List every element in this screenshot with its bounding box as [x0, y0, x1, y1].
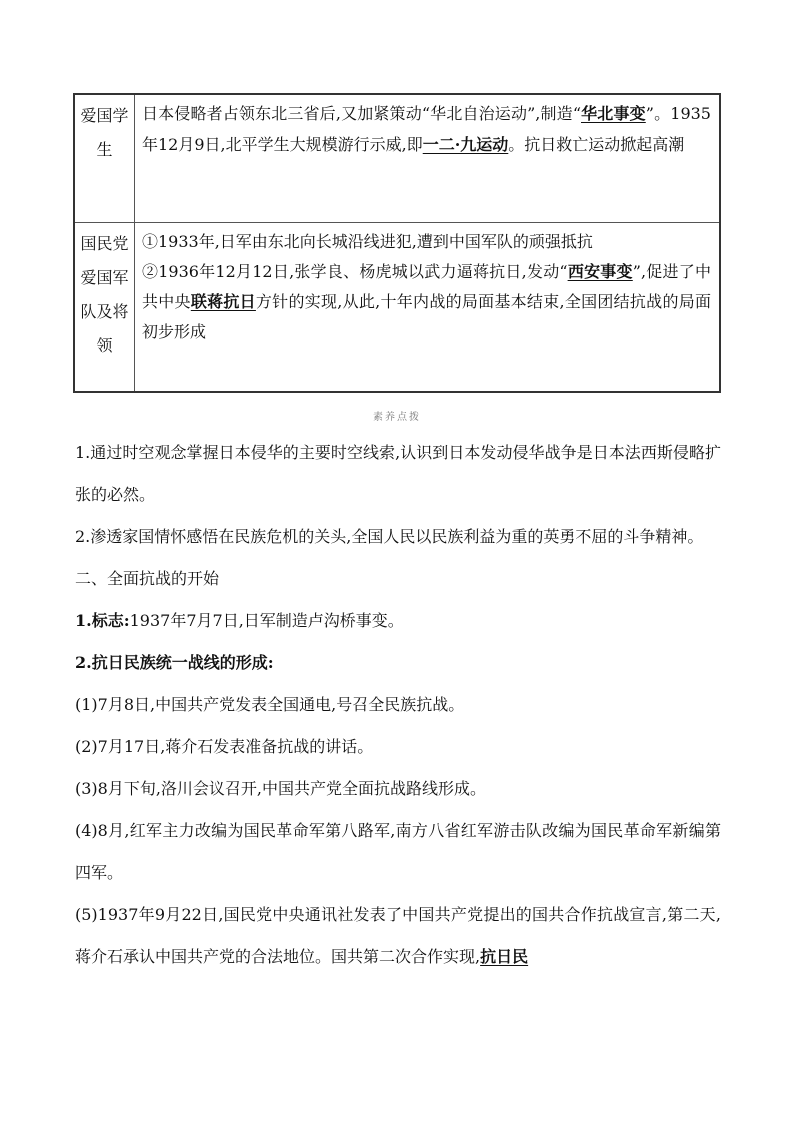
- text-segment: 方针的实现,从此,十年内战的局面基本结束,全国团结抗战的局面初步形成: [142, 292, 711, 341]
- main-text: [75, 432, 721, 978]
- history-table: [73, 93, 721, 393]
- table-row: [74, 223, 720, 393]
- paragraph: [75, 684, 721, 726]
- paragraph: [75, 432, 721, 516]
- row-label: 爱国学生: [74, 94, 135, 223]
- key-term: 联蒋抗日: [190, 292, 256, 311]
- section-heading: [75, 558, 721, 600]
- text-segment: ”。1935年12月9日,北平学生大规模游行示威,即: [142, 104, 711, 154]
- bold-label: 1.标志:: [75, 611, 130, 630]
- text-segment: 1.通过时空观念掌握日本侵华的主要时空线索,认识到日本发动侵华战争是日本法西斯侵略扩张的必然。: [75, 443, 721, 504]
- bold-label: 2.抗日民族统一战线的形成:: [75, 653, 274, 672]
- row-label: 国民党爱国军队及将领: [74, 223, 135, 393]
- key-term: 西安事变: [567, 262, 633, 281]
- paragraph: [75, 642, 721, 684]
- text-segment: 1937年7月7日,日军制造卢沟桥事变。: [129, 611, 404, 630]
- paragraph: [75, 726, 721, 768]
- tip-label: 素养点拨: [373, 412, 421, 423]
- text-segment: (3)8月下旬,洛川会议召开,中国共产党全面抗战路线形成。: [75, 779, 487, 798]
- table-row: [74, 94, 720, 223]
- text-segment: (5)1937年9月22日,国民党中央通讯社发表了中国共产党提出的国共合作抗战宣言,第二天,蒋介石承认中国共产党的合法地位。国共第二次合作实现,: [75, 905, 721, 966]
- row-content: [135, 94, 721, 223]
- text-segment: ”,促进了中共中央: [142, 262, 711, 311]
- literacy-tip-banner: [0, 405, 794, 425]
- row-content: [135, 223, 721, 393]
- text-segment: 日本侵略者占领东北三省后,又加紧策动“华北自治运动”,制造“: [142, 104, 581, 123]
- text-segment: 。抗日救亡运动掀起高潮: [508, 134, 685, 154]
- key-term: 抗日民: [480, 947, 529, 966]
- key-term: 华北事变: [581, 104, 646, 123]
- text-segment: (4)8月,红军主力改编为国民革命军第八路军,南方八省红军游击队改编为国民革命军新编第四军。: [75, 821, 721, 882]
- key-term: 一二·九运动: [422, 134, 509, 154]
- text-segment: 2.渗透家国情怀感悟在民族危机的关头,全国人民以民族利益为重的英勇不屈的斗争精神。: [75, 527, 704, 546]
- text-segment: 二、全面抗战的开始: [75, 569, 220, 588]
- text-segment: ②1936年12月12日,张学良、杨虎城以武力逼蒋抗日,发动“: [142, 262, 568, 281]
- paragraph: [75, 810, 721, 894]
- paragraph: [75, 894, 721, 978]
- paragraph: [75, 768, 721, 810]
- paragraph: [75, 516, 721, 558]
- text-segment: (2)7月17日,蒋介石发表准备抗战的讲话。: [75, 737, 374, 756]
- paragraph: [75, 600, 721, 642]
- text-segment: ①1933年,日军由东北向长城沿线进犯,遭到中国军队的顽强抵抗: [142, 232, 593, 251]
- text-segment: (1)7月8日,中国共产党发表全国通电,号召全民族抗战。: [75, 695, 465, 714]
